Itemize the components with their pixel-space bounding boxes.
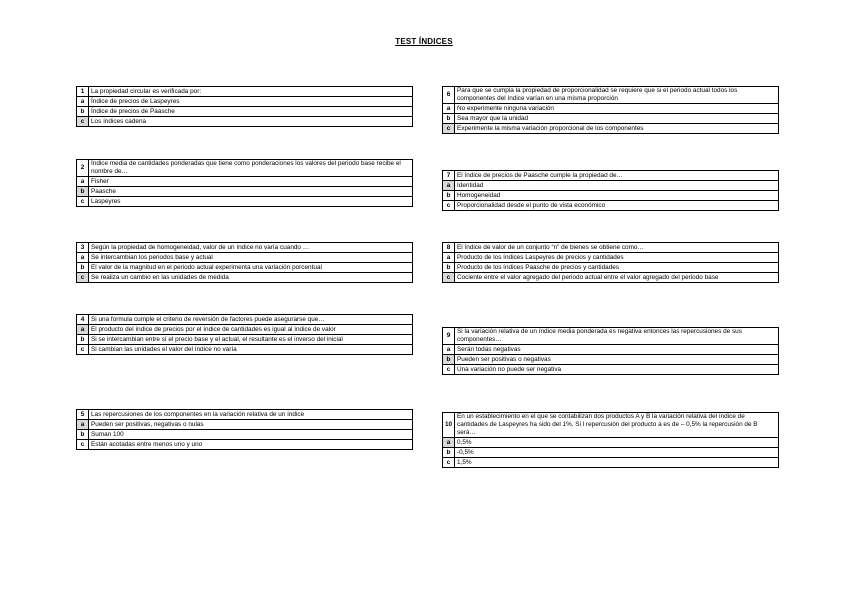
question-number: 1 (77, 87, 89, 97)
question-text: El índice de valor de un conjunto “n” de bienes se obtiene como… (455, 243, 779, 253)
question-text: Las repercusiones de los componentes en la variación relativa de un índice (89, 410, 413, 420)
option-letter: b (443, 191, 455, 201)
question-6 (442, 86, 779, 134)
option-text: Serán todas negativas (455, 345, 779, 355)
option-text: Si se intercambian entre sí el precio base y el actual, el resultante es el inverso del inicial (89, 335, 413, 345)
option-text: Homogeneidad (455, 191, 779, 201)
question-9 (442, 327, 779, 375)
option-letter: a (443, 181, 455, 191)
option-text: El producto del índice de precios por el índice de cantidades es igual al índice de valor (89, 325, 413, 335)
option-text: Pueden ser positivas, negativas o nulas (89, 420, 413, 430)
option-row (443, 458, 779, 468)
option-letter: c (77, 273, 89, 283)
option-letter: a (77, 177, 89, 187)
option-letter: b (77, 107, 89, 117)
option-letter: b (77, 430, 89, 440)
option-text: Sea mayor que la unidad (455, 114, 779, 124)
option-letter: b (77, 263, 89, 273)
option-row (77, 430, 413, 440)
option-row (77, 325, 413, 335)
option-row (77, 263, 413, 273)
option-letter: a (77, 420, 89, 430)
option-row (77, 440, 413, 450)
option-row (77, 420, 413, 430)
option-row (443, 124, 779, 134)
question-number: 6 (443, 87, 455, 104)
question-text: Índice media de cantidades ponderadas que tiene como ponderaciones los valores del periodo base recibe el nombre de… (89, 160, 413, 177)
option-row (443, 191, 779, 201)
question-number: 5 (77, 410, 89, 420)
question-text: La propiedad circular es verificada por: (89, 87, 413, 97)
option-text: Producto de los índices Paasche de precios y cantidades (455, 263, 779, 273)
option-row (77, 197, 413, 207)
question-text: El índice de precios de Paasche cumple la propiedad de… (455, 171, 779, 181)
option-letter: c (77, 345, 89, 355)
option-row (443, 263, 779, 273)
option-letter: c (443, 458, 455, 468)
option-row (443, 104, 779, 114)
option-row (77, 273, 413, 283)
option-row (77, 117, 413, 127)
option-text: Identidad (455, 181, 779, 191)
question-text: En un establecimiento en el que se contabilizan dos productos A y B la variación relativa del índice de cantidades de Laspeyres ha sido del 1%. Si l repercusión del producto a es de – 0,5% la repercusión de B será… (455, 413, 779, 438)
page-title: TEST ÍNDICES (395, 37, 453, 46)
question-2 (76, 159, 413, 207)
option-row (443, 181, 779, 191)
option-letter: a (443, 345, 455, 355)
option-row (443, 201, 779, 211)
option-text: Los índices cadena (89, 117, 413, 127)
option-letter: c (77, 440, 89, 450)
question-1 (76, 86, 413, 127)
option-text: Índice de precios de Paasche (89, 107, 413, 117)
option-letter: a (77, 325, 89, 335)
question-8 (442, 242, 779, 283)
question-7 (442, 170, 779, 211)
option-text: Suman 100 (89, 430, 413, 440)
option-text: Fisher (89, 177, 413, 187)
option-row (77, 107, 413, 117)
option-text: Producto de los índices Laspeyres de precios y cantidades (455, 253, 779, 263)
option-text: Paasche (89, 187, 413, 197)
option-row (443, 273, 779, 283)
option-letter: c (77, 117, 89, 127)
option-row (443, 438, 779, 448)
question-text: Si la variación relativa de un índice media ponderada es negativa entonces las repercusiones de sus componentes… (455, 328, 779, 345)
option-letter: c (443, 124, 455, 134)
option-text: Cociente entre el valor agregado del periodo actual entre el valor agregado del periodo base (455, 273, 779, 283)
option-text: 1,5% (455, 458, 779, 468)
question-text: Para que se cumpla la propiedad de proporcionalidad se requiere que si el periodo actual todos los componentes del índice varían en una misma proporción (455, 87, 779, 104)
option-text: Se intercambian los periodos base y actual (89, 253, 413, 263)
option-row (77, 335, 413, 345)
option-letter: b (443, 448, 455, 458)
question-10 (442, 412, 779, 468)
option-letter: a (443, 104, 455, 114)
option-row (77, 187, 413, 197)
option-text: 0,5% (455, 438, 779, 448)
option-row (77, 345, 413, 355)
option-letter: c (77, 197, 89, 207)
option-letter: b (443, 114, 455, 124)
option-row (443, 345, 779, 355)
option-letter: b (77, 335, 89, 345)
option-row (77, 177, 413, 187)
option-text: Laspeyres (89, 197, 413, 207)
question-3 (76, 242, 413, 283)
option-letter: c (443, 365, 455, 375)
option-row (443, 253, 779, 263)
option-row (443, 114, 779, 124)
question-number: 9 (443, 328, 455, 345)
option-text: Si cambian las unidades el valor del índice no varía (89, 345, 413, 355)
option-text: Experimente la misma variación proporcional de los componentes (455, 124, 779, 134)
option-row (77, 97, 413, 107)
option-row (443, 355, 779, 365)
option-text: Están acotadas entre menos uno y uno (89, 440, 413, 450)
option-text: No experimente ninguna variación (455, 104, 779, 114)
question-5 (76, 409, 413, 450)
option-row (77, 253, 413, 263)
option-letter: c (443, 273, 455, 283)
option-letter: a (77, 97, 89, 107)
question-number: 7 (443, 171, 455, 181)
option-letter: b (77, 187, 89, 197)
option-row (443, 365, 779, 375)
option-text: Se realiza un cambio en las unidades de medida (89, 273, 413, 283)
question-text: Si una formula cumple el criterio de reversión de factores puede asegurarse que… (89, 315, 413, 325)
question-number: 2 (77, 160, 89, 177)
question-number: 10 (443, 413, 455, 438)
question-number: 4 (77, 315, 89, 325)
option-letter: a (443, 438, 455, 448)
option-letter: c (443, 201, 455, 211)
option-letter: b (443, 263, 455, 273)
option-text: El valor de la magnitud en el periodo actual experimenta una variación porcentual (89, 263, 413, 273)
question-text: Según la propiedad de homogeneidad, valor de un índice no varía cuando … (89, 243, 413, 253)
question-4 (76, 314, 413, 355)
option-text: Pueden ser positivas o negativas (455, 355, 779, 365)
question-number: 8 (443, 243, 455, 253)
option-row (443, 448, 779, 458)
option-letter: a (77, 253, 89, 263)
option-text: Proporcionalidad desde el punto de vista económico (455, 201, 779, 211)
option-text: Índice de precios de Laspeyres (89, 97, 413, 107)
option-text: -0,5% (455, 448, 779, 458)
option-text: Una variación no puede ser negativa (455, 365, 779, 375)
question-number: 3 (77, 243, 89, 253)
option-letter: b (443, 355, 455, 365)
option-letter: a (443, 253, 455, 263)
